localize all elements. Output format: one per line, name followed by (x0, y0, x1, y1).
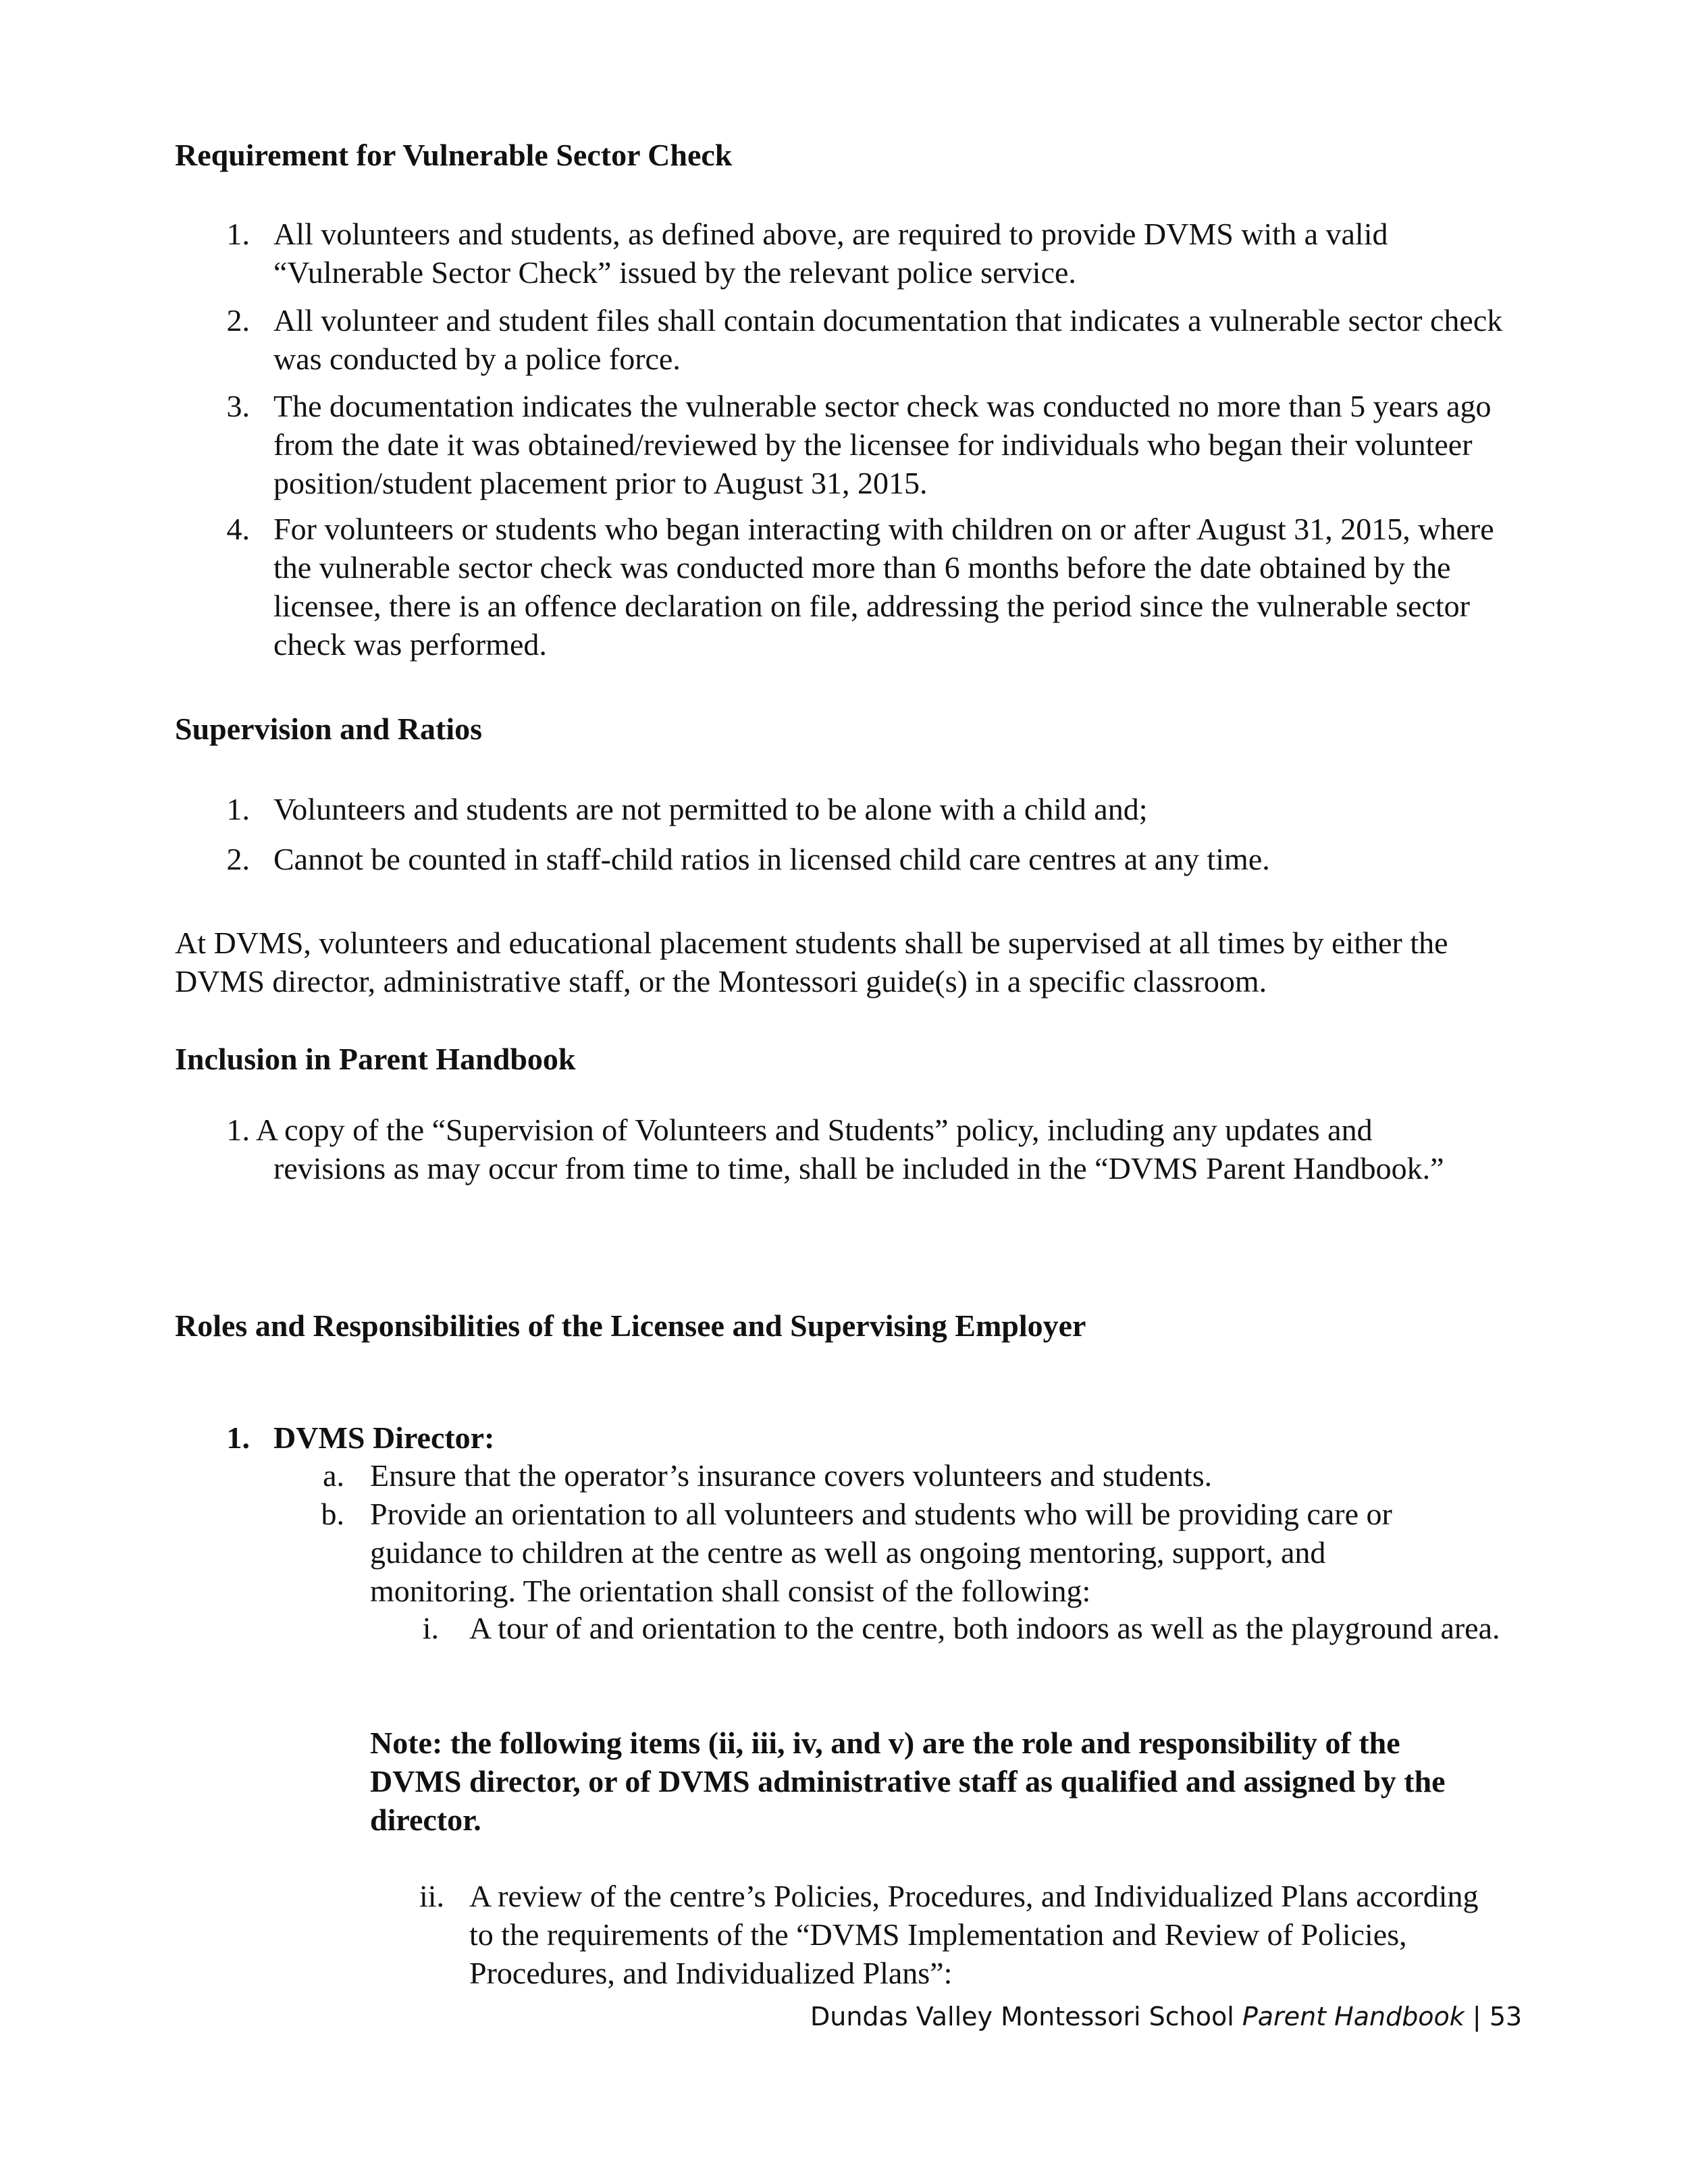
list-item-text: A copy of the “Supervision of Volunteers and Students” policy, including any updates and revisions as may occur from time to time, shall be included in the “DVMS Parent Handbook.” (256, 1113, 1444, 1186)
list-number: 1. (226, 792, 250, 826)
section-heading-inclusion-in-parent-handbook: Inclusion in Parent Handbook (175, 1042, 576, 1076)
list-roman: i. (422, 1611, 439, 1645)
section-heading-supervision-and-ratios: Supervision and Ratios (175, 712, 483, 746)
section-heading-vulnerable-sector-check: Requirement for Vulnerable Sector Check (175, 138, 733, 172)
list-item-text: Volunteers and students are not permitted to be alone with a child and; (273, 792, 1148, 826)
section-heading-roles-and-responsibilities: Roles and Responsibilities of the Licensee and Supervising Employer (175, 1308, 1086, 1343)
list-item-text: A tour of and orientation to the centre, both indoors as well as the playground area. (469, 1611, 1500, 1645)
list-number: 2. (226, 303, 250, 338)
list-item-text: A review of the centre’s Policies, Procedures, and Individualized Plans according to the requirements of the “DVMS Implementation and Review of Policies, Procedures, and Individualized Plans”: (469, 1879, 1479, 1990)
page-number: 53 (1489, 2002, 1523, 2031)
list-item-text: For volunteers or students who began interacting with children on or after August 31, 2015, where the vulnerable sector check was conducted more than 6 months before the date obtained by the licensee, there is an offence declaration on file, addressing the period since the vulnerable sector check was performed. (273, 512, 1494, 662)
list-item-text: All volunteer and student files shall contain documentation that indicates a vulnerable sector check was conducted by a police force. (273, 303, 1503, 376)
list-number: 2. (226, 842, 250, 876)
list-letter: a. (323, 1458, 344, 1493)
list-item-text: All volunteers and students, as defined above, are required to provide DVMS with a valid “Vulnerable Sector Check” issued by the relevant police service. (273, 217, 1388, 290)
supervision-paragraph: At DVMS, volunteers and educational placement students shall be supervised at all times by either the DVMS director, administrative staff, or the Montessori guide(s) in a specific classroom. (175, 926, 1448, 998)
list-item-text: Provide an orientation to all volunteers and students who will be providing care or guidance to children at the centre as well as ongoing mentoring, support, and monitoring. The orientation shall consist of the following: (370, 1497, 1392, 1608)
list-number: 1. (226, 1420, 250, 1455)
footer-handbook-title: Parent Handbook (1242, 2002, 1465, 2031)
list-item-text: Ensure that the operator’s insurance covers volunteers and students. (370, 1458, 1213, 1493)
list-item-text: Cannot be counted in staff-child ratios in licensed child care centres at any time. (273, 842, 1270, 876)
list-roman: ii. (419, 1879, 444, 1913)
list-item-text: The documentation indicates the vulnerable sector check was conducted no more than 5 years ago from the date it was obtained/reviewed by the licensee for individuals who began their volunteer position/student placement prior to August 31, 2015. (273, 389, 1492, 500)
director-note: Note: the following items (ii, iii, iv, and v) are the role and responsibility of the DVMS director, or of DVMS administrative staff as qualified and assigned by the director. (370, 1726, 1446, 1837)
list-number: 4. (226, 512, 250, 546)
list-number: 1. (226, 1113, 250, 1147)
role-title-dvms-director: DVMS Director: (273, 1420, 495, 1455)
list-number: 3. (226, 389, 250, 423)
list-number: 1. (226, 217, 250, 251)
list-letter: b. (321, 1497, 344, 1531)
footer-separator: | (1472, 2002, 1481, 2031)
footer-school-name: Dundas Valley Montessori School (810, 2002, 1234, 2031)
page-footer (810, 2002, 1522, 2031)
